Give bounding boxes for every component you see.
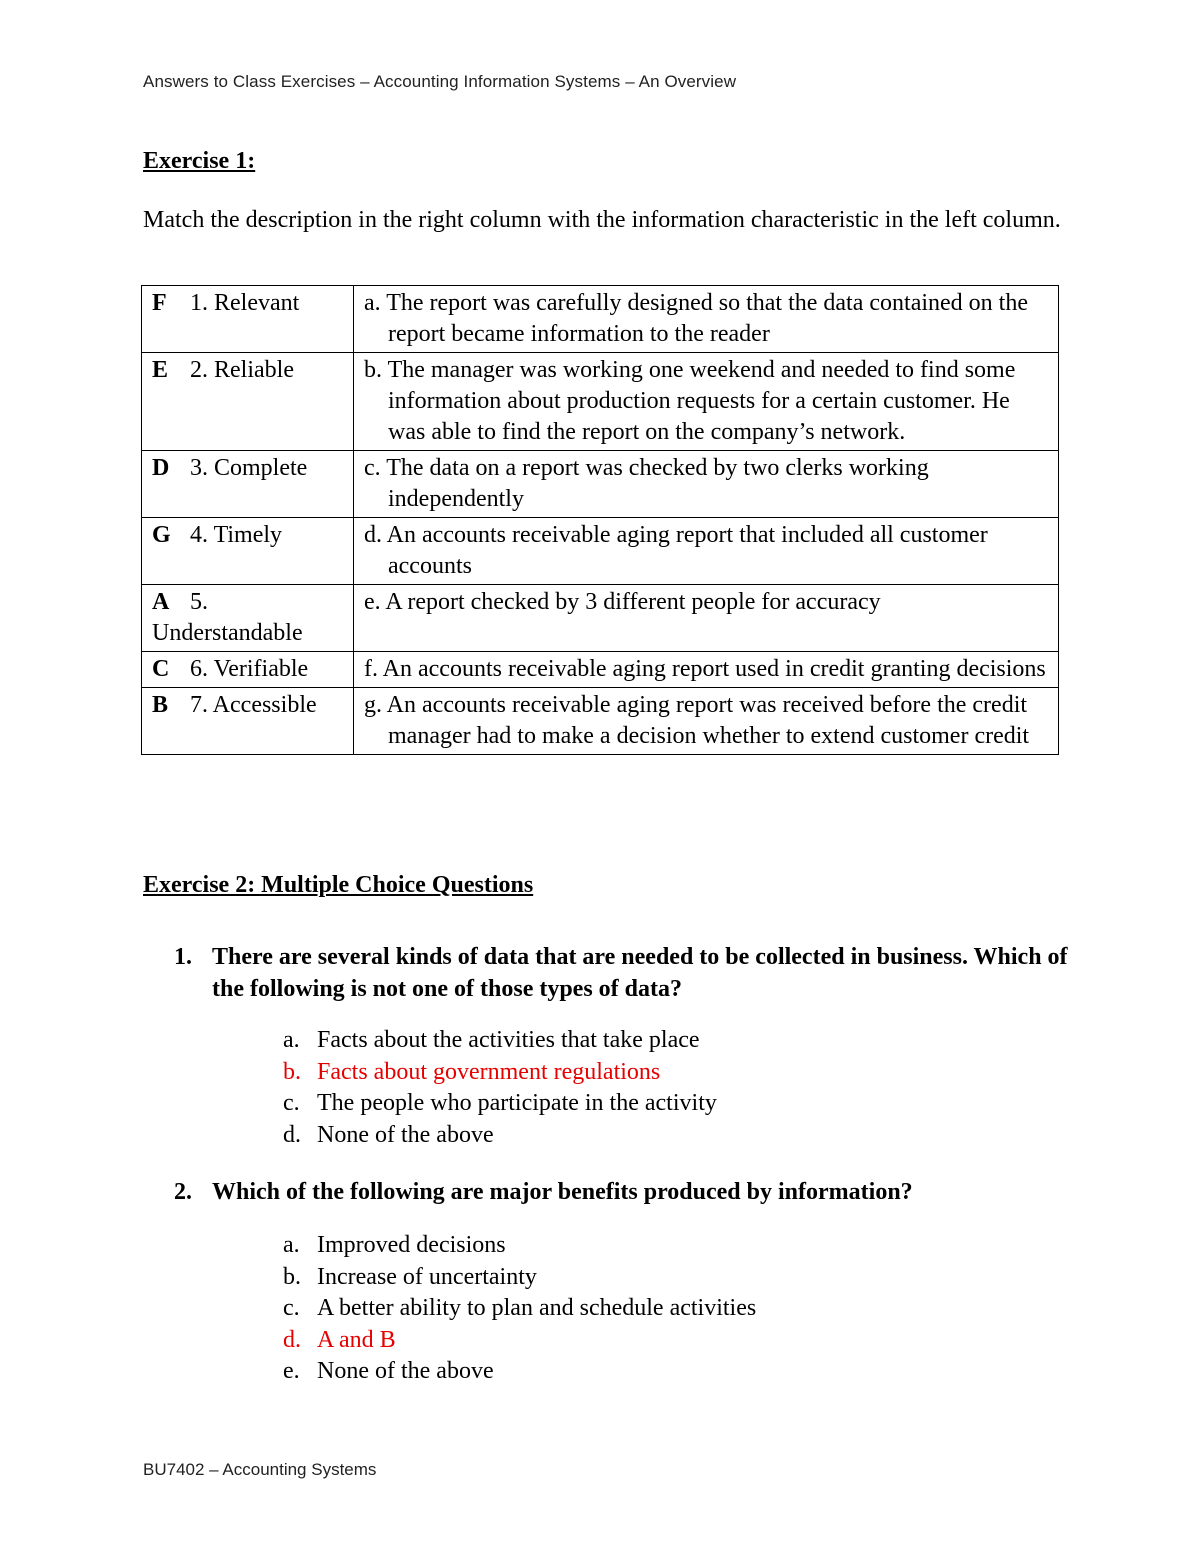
description-cell — [354, 585, 1059, 652]
term-cell — [142, 353, 354, 451]
option-text: Facts about government regulations — [317, 1058, 661, 1085]
answer-letter: C — [152, 656, 170, 682]
option-text: A better ability to plan and schedule activities — [317, 1295, 757, 1321]
exercise-1-title: Exercise 1: — [143, 148, 256, 174]
option-letter: b. — [283, 1263, 301, 1290]
option-letter: a. — [283, 1027, 300, 1053]
description-text: g. An accounts receivable aging report was received before the credit manager had to make a decision whether to extend customer credit — [364, 692, 1030, 749]
term-label: 4. Timely — [190, 522, 283, 548]
option-text: Improved decisions — [317, 1232, 506, 1258]
table-row — [142, 688, 1059, 755]
matching-table — [141, 285, 1059, 755]
answer-letter: E — [152, 357, 169, 383]
term-label: 7. Accessible — [190, 692, 317, 718]
option-item — [283, 1230, 756, 1262]
table-row — [142, 585, 1059, 652]
term-cell — [142, 585, 354, 652]
term-cell — [142, 451, 354, 518]
term-cell — [142, 286, 354, 353]
term-cell — [142, 652, 354, 688]
description-text: e. A report checked by 3 different people for accuracy — [364, 589, 881, 615]
description-text: a. The report was carefully designed so that the data contained on the report became information to the reader — [364, 290, 1028, 347]
description-text: c. The data on a report was checked by two clerks working independently — [364, 455, 929, 512]
option-item — [283, 1262, 756, 1294]
description-cell — [354, 688, 1059, 755]
option-letter: c. — [283, 1090, 300, 1116]
option-letter: d. — [283, 1121, 301, 1148]
question-text: There are several kinds of data that are needed to be collected in business. Which of the following is not one of those types of data? — [212, 944, 1068, 1002]
option-item-correct — [283, 1057, 717, 1089]
option-letter: e. — [283, 1358, 300, 1384]
description-cell — [354, 286, 1059, 353]
option-letter: c. — [283, 1295, 300, 1321]
answer-letter: F — [152, 290, 167, 316]
description-text: b. The manager was working one weekend and needed to find some information about production requests for a certain customer. He was able to find the report on the company’s network. — [364, 357, 1016, 445]
option-text: The people who participate in the activity — [317, 1090, 717, 1116]
term-label: 2. Reliable — [190, 357, 294, 383]
option-text: A and B — [317, 1326, 396, 1353]
option-text: None of the above — [317, 1358, 494, 1384]
option-text: Increase of uncertainty — [317, 1263, 537, 1290]
table-row — [142, 451, 1059, 518]
table-row — [142, 353, 1059, 451]
description-cell — [354, 353, 1059, 451]
option-item — [283, 1293, 756, 1325]
option-letter: a. — [283, 1232, 300, 1258]
option-item — [283, 1120, 717, 1152]
table-row — [142, 286, 1059, 353]
answer-letter: B — [152, 692, 169, 718]
term-cell — [142, 518, 354, 585]
option-letter: d. — [283, 1326, 301, 1353]
question-1-options — [283, 1025, 717, 1151]
description-cell — [354, 451, 1059, 518]
question-2-options — [283, 1230, 756, 1388]
term-cell — [142, 688, 354, 755]
exercise-2-title: Exercise 2: Multiple Choice Questions — [143, 872, 534, 898]
question-number: 1. — [174, 944, 192, 970]
exercise-1-instructions: Match the description in the right column with the information characteristic in the left column. — [143, 207, 1061, 233]
term-label: 5. Understandable — [152, 589, 303, 646]
question-text: Which of the following are major benefits produced by information? — [212, 1179, 913, 1205]
page-footer: BU7402 – Accounting Systems — [143, 1460, 377, 1479]
option-letter: b. — [283, 1058, 301, 1085]
option-item — [283, 1025, 717, 1057]
question-2 — [174, 1176, 1074, 1208]
term-label: 1. Relevant — [190, 290, 300, 316]
option-text: Facts about the activities that take place — [317, 1027, 700, 1053]
option-item-correct — [283, 1325, 756, 1357]
answer-letter: G — [152, 522, 171, 548]
description-cell — [354, 518, 1059, 585]
question-number: 2. — [174, 1179, 192, 1205]
term-label: 3. Complete — [190, 455, 308, 481]
option-item — [283, 1356, 756, 1388]
description-text: f. An accounts receivable aging report used in credit granting decisions — [364, 656, 1046, 682]
page-header: Answers to Class Exercises – Accounting Information Systems – An Overview — [143, 72, 737, 91]
answer-letter: A — [152, 589, 170, 615]
option-text: None of the above — [317, 1121, 494, 1148]
option-item — [283, 1088, 717, 1120]
term-label: 6. Verifiable — [190, 656, 309, 682]
question-1 — [174, 941, 1074, 1005]
answer-letter: D — [152, 455, 170, 481]
description-text: d. An accounts receivable aging report that included all customer accounts — [364, 522, 988, 579]
table-row — [142, 652, 1059, 688]
description-cell — [354, 652, 1059, 688]
table-row — [142, 518, 1059, 585]
